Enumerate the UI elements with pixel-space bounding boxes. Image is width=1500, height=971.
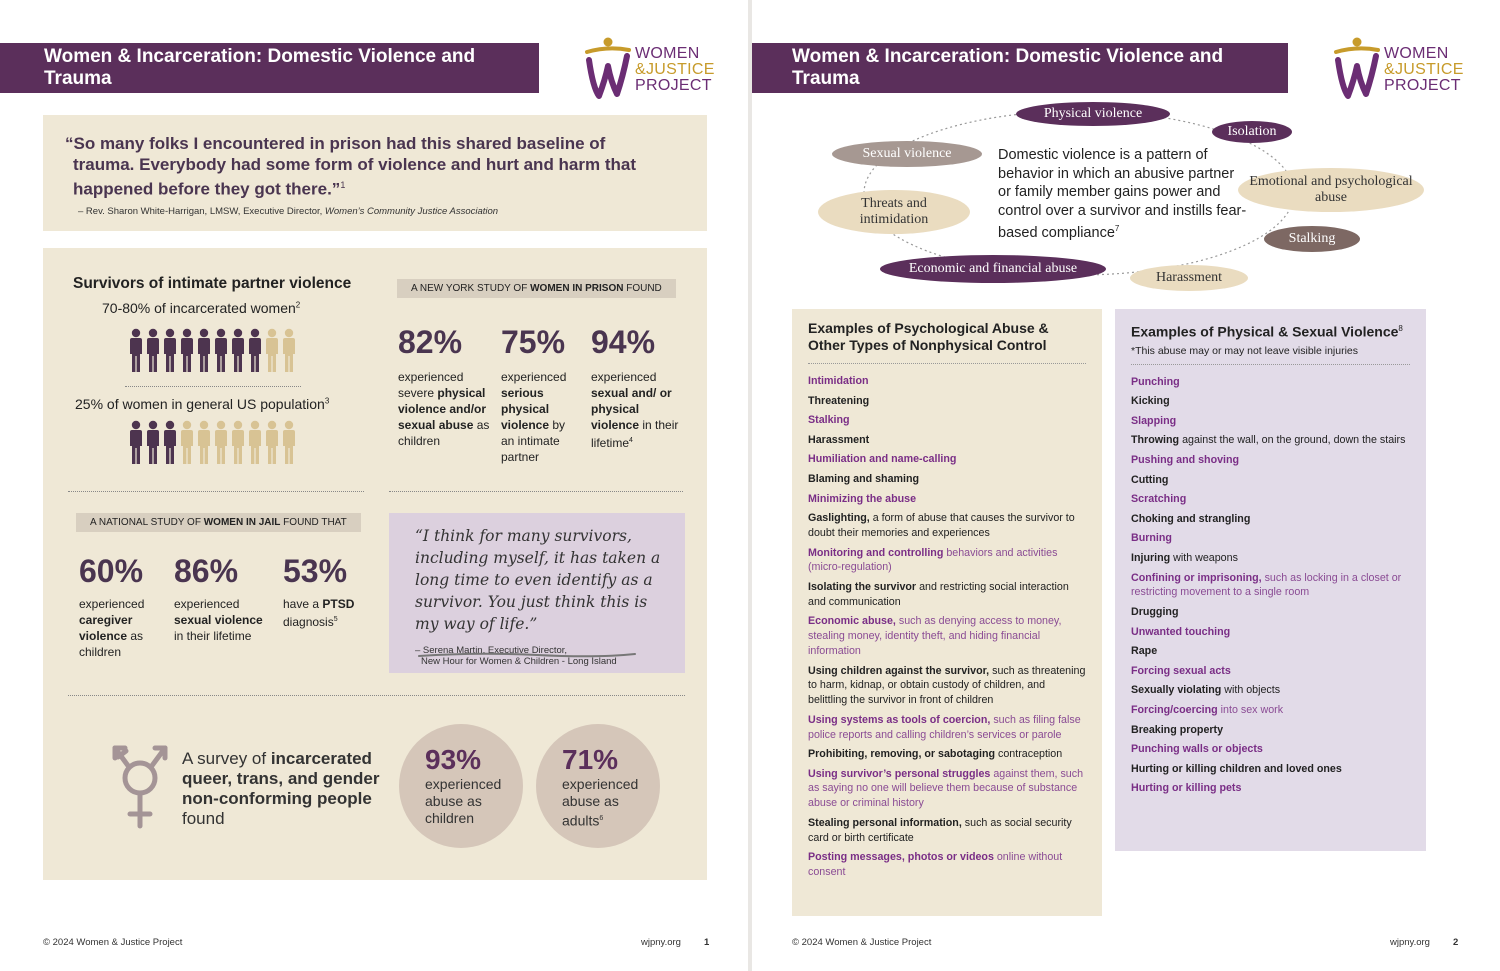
list-item: Forcing sexual acts bbox=[1131, 664, 1231, 677]
list-item: Kicking bbox=[1131, 395, 1170, 408]
person-icon bbox=[265, 328, 279, 372]
person-icon bbox=[231, 328, 245, 372]
opening-quote bbox=[43, 115, 707, 231]
stat-82: 82% experienced severe physical violence and/or sexual abuse as children bbox=[398, 324, 490, 448]
list-item: Isolating the survivor and restricting social interaction and communication bbox=[808, 580, 1069, 608]
stat-circle-93: 93% experienced abuse as children bbox=[399, 724, 523, 848]
pill-stalking: Stalking bbox=[1264, 226, 1360, 252]
stat-94: 94% experienced sexual and/ or physical violence in their lifetime$^4$ bbox=[591, 324, 679, 450]
phys-list bbox=[1131, 375, 1410, 796]
page-title: Women & Incarceration: Domestic Violence and Trauma bbox=[752, 43, 1288, 93]
list-item: Economic abuse, such as denying access to money, stealing money, identity theft, and hiding financial information bbox=[808, 615, 1062, 657]
logo-text: WOMEN &JUSTICE PROJECT bbox=[635, 45, 715, 94]
footer-url[interactable]: wjpny.org bbox=[641, 937, 681, 948]
list-item: Minimizing the abuse bbox=[808, 492, 917, 505]
logo-figure-icon bbox=[583, 36, 633, 100]
quote-text: “So many folks I encountered in prison had this shared baseline of trauma. Everybody had some form of violence and hurt and harm that happened before they got there.”$^1$ bbox=[65, 134, 637, 199]
stat-60: 60% experienced caregiver violence as children bbox=[79, 553, 145, 659]
list-item: Throwing against the wall, on the ground, down the stairs bbox=[1131, 434, 1406, 447]
survivor-quote-attribution: – Serena Martin, Executive Director, New Hour for Women & Children - Long Island bbox=[415, 645, 617, 667]
pill-physical-violence: Physical violence bbox=[1016, 102, 1170, 126]
page-title: Women & Incarceration: Domestic Violence and Trauma bbox=[0, 43, 539, 93]
list-item: Blaming and shaming bbox=[808, 472, 920, 485]
person-icon bbox=[197, 328, 211, 372]
wjp-logo bbox=[583, 36, 713, 100]
person-icon bbox=[163, 420, 177, 464]
list-item: Scratching bbox=[1131, 493, 1187, 506]
divider bbox=[68, 491, 364, 492]
psych-title: Examples of Psychological Abuse & Other Types of Nonphysical Control bbox=[808, 320, 1049, 353]
person-icon bbox=[197, 420, 211, 464]
divider bbox=[68, 695, 685, 696]
list-item: Hurting or killing pets bbox=[1131, 782, 1242, 795]
person-icon bbox=[282, 328, 296, 372]
footer-copyright: © 2024 Women & Justice Project bbox=[792, 937, 932, 948]
person-icon bbox=[282, 420, 296, 464]
person-icon bbox=[146, 328, 160, 372]
stat-75: 75% experienced serious physical violence by an intimate partner bbox=[501, 324, 567, 464]
list-item: Cutting bbox=[1131, 473, 1169, 486]
pill-threats: Threats and intimidation bbox=[818, 190, 970, 234]
list-item: Pushing and shoving bbox=[1131, 454, 1240, 467]
gender-symbol-icon bbox=[105, 738, 175, 834]
list-item: Forcing/coercing into sex work bbox=[1131, 703, 1284, 716]
person-icon bbox=[214, 420, 228, 464]
survivors-heading: Survivors of intimate partner violence bbox=[73, 275, 352, 292]
ny-study-tag: A NEW YORK STUDY OF WOMEN IN PRISON FOUND bbox=[397, 279, 676, 298]
list-item: Slapping bbox=[1131, 414, 1177, 427]
list-item: Choking and strangling bbox=[1131, 512, 1251, 525]
physical-violence-panel bbox=[1115, 309, 1426, 851]
phys-note: *This abuse may or may not leave visible injuries bbox=[1131, 344, 1359, 357]
list-item: Drugging bbox=[1131, 605, 1179, 618]
list-item: Hurting or killing children and loved ones bbox=[1131, 762, 1342, 775]
pill-emotional-abuse: Emotional and psychological abuse bbox=[1238, 168, 1424, 212]
list-item: Monitoring and controlling behaviors and activities (micro-regulation) bbox=[808, 546, 1058, 574]
person-icon bbox=[265, 420, 279, 464]
jail-study-tag: A NATIONAL STUDY OF WOMEN IN JAIL FOUND THAT bbox=[76, 513, 361, 532]
pill-harassment: Harassment bbox=[1130, 265, 1248, 291]
divider bbox=[125, 386, 301, 387]
person-icon bbox=[163, 328, 177, 372]
footer-url[interactable]: wjpny.org bbox=[1390, 937, 1430, 948]
pill-sexual-violence: Sexual violence bbox=[832, 141, 982, 167]
survivor-quote-text: “I think for many survivors, including myself, it has taken a long time to even identify as a survivor. You just think this is my way of life.” bbox=[415, 527, 661, 633]
page-1 bbox=[0, 0, 748, 971]
survey-text: A survey of incarcerated queer, trans, and gender non-conforming people found bbox=[182, 749, 380, 828]
divider bbox=[389, 491, 683, 492]
pill-economic-abuse: Economic and financial abuse bbox=[880, 255, 1106, 283]
person-icon bbox=[129, 420, 143, 464]
list-item: Injuring with weapons bbox=[1131, 552, 1238, 564]
list-item: Stalking bbox=[808, 414, 850, 427]
phys-title: Examples of Physical & Sexual Violence$^8$ bbox=[1131, 323, 1403, 340]
list-item: Burning bbox=[1131, 532, 1172, 545]
stat-53: 53% have a PTSD diagnosis$^5$ bbox=[283, 553, 355, 629]
person-icon bbox=[129, 328, 143, 372]
survivor-quote-box bbox=[389, 513, 685, 673]
person-icon bbox=[146, 420, 160, 464]
page-2 bbox=[752, 0, 1500, 971]
list-item: Punching walls or objects bbox=[1131, 743, 1263, 756]
list-item: Humiliation and name-calling bbox=[808, 453, 957, 466]
list-item: Using systems as tools of coercion, such as filing false police reports and calling children’s services or parole bbox=[808, 713, 1081, 741]
person-icon bbox=[248, 328, 262, 372]
psychological-abuse-panel bbox=[792, 309, 1102, 916]
pill-isolation: Isolation bbox=[1212, 121, 1292, 143]
list-item: Posting messages, photos or videos online without consent bbox=[808, 851, 1063, 879]
list-item: Intimidation bbox=[808, 375, 869, 387]
list-item: Unwanted touching bbox=[1131, 625, 1231, 638]
person-icon bbox=[180, 328, 194, 372]
list-item: Stealing personal information, such as social security card or birth certificate bbox=[808, 816, 1072, 844]
person-icon bbox=[231, 420, 245, 464]
general-population-line: 25% of women in general US population$^3$ bbox=[75, 396, 330, 412]
person-icon bbox=[248, 420, 262, 464]
list-item: Prohibiting, removing, or sabotaging contraception bbox=[808, 748, 1063, 761]
quote-attribution: – Rev. Sharon White-Harrigan, LMSW, Executive Director, Women’s Community Justice Association bbox=[78, 205, 499, 217]
statistics-panel bbox=[43, 248, 707, 880]
person-icon bbox=[214, 328, 228, 372]
list-item: Confining or imprisoning, such as locking in a closet or restricting movement to a single room bbox=[1131, 571, 1402, 599]
people-row-incarcerated bbox=[129, 328, 296, 372]
footer-copyright: © 2024 Women & Justice Project bbox=[43, 937, 183, 948]
list-item: Sexually violating with objects bbox=[1131, 684, 1281, 697]
page-number: 2 bbox=[1453, 937, 1459, 948]
list-item: Breaking property bbox=[1131, 723, 1224, 736]
signature-underline bbox=[417, 651, 637, 659]
logo-text: WOMEN &JUSTICE PROJECT bbox=[1384, 45, 1464, 94]
list-item: Harassment bbox=[808, 433, 870, 446]
page-number: 1 bbox=[704, 937, 710, 948]
people-row-general bbox=[129, 420, 296, 464]
person-icon bbox=[180, 420, 194, 464]
psych-list bbox=[808, 374, 1086, 880]
list-item: Using survivor’s personal struggles against them, such as saying no one will believe them because of substance abuse or criminal history bbox=[808, 767, 1084, 810]
list-item: Punching bbox=[1131, 375, 1180, 388]
list-item: Gaslighting, a form of abuse that causes the survivor to doubt their memories and experiences bbox=[808, 512, 1075, 539]
stat-circle-71: 71% experienced abuse as adults$^6$ bbox=[536, 724, 660, 848]
list-item: Rape bbox=[1131, 645, 1158, 658]
list-item: Threatening bbox=[808, 394, 870, 407]
dv-definition: Domestic violence is a pattern of behavior in which an abusive partner or family member gains power and control over a survivor and instills fear-based compliance$^7$ bbox=[998, 147, 1247, 241]
list-item: Using children against the survivor, such as threatening to harm, kidnap, or obtain custody of children, and belittling the survivor in front of children bbox=[808, 664, 1086, 707]
stat-86: 86% experienced sexual violence in their lifetime bbox=[174, 553, 263, 643]
incarcerated-line: 70-80% of incarcerated women$^2$ bbox=[102, 300, 301, 316]
